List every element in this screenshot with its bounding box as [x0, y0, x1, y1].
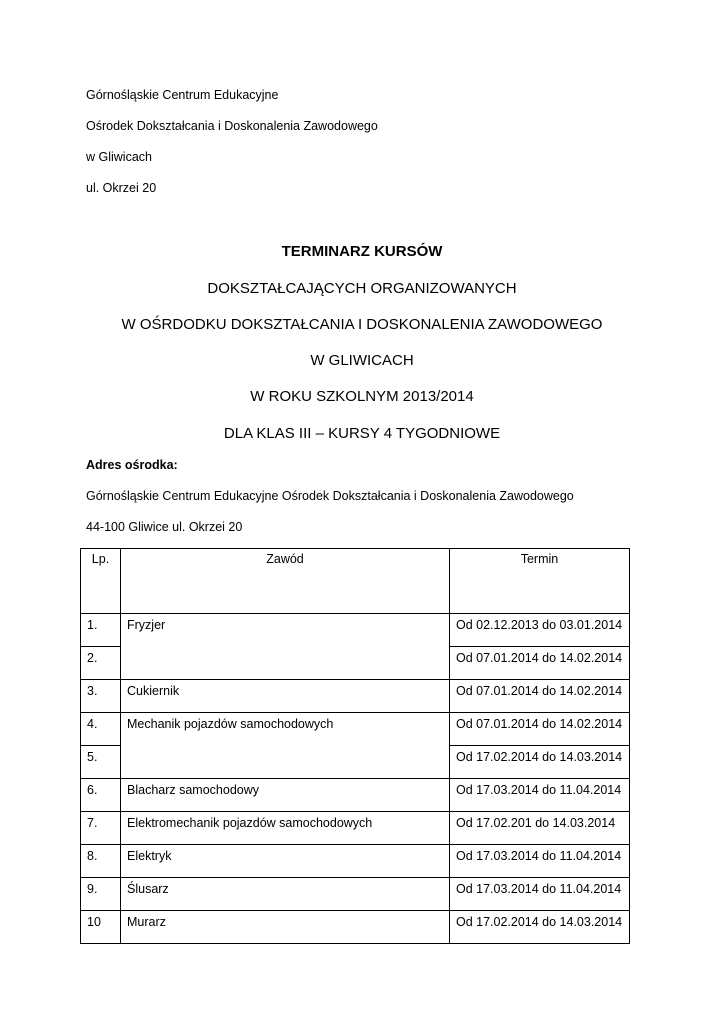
- row-termin: Od 17.02.201 do 14.03.2014: [450, 812, 630, 845]
- row-termin: Od 17.02.2014 do 14.03.2014: [450, 746, 630, 779]
- row-termin: Od 02.12.2013 do 03.01.2014: [450, 614, 630, 647]
- row-zawod: Cukiernik: [121, 680, 450, 713]
- table-row: [81, 713, 630, 746]
- row-termin: Od 17.02.2014 do 14.03.2014: [450, 911, 630, 944]
- table-row: [81, 845, 630, 878]
- address-label: Adres ośrodka:: [86, 458, 178, 472]
- row-lp: 7.: [81, 812, 121, 845]
- row-termin: Od 07.01.2014 do 14.02.2014: [450, 647, 630, 680]
- row-lp: 3.: [81, 680, 121, 713]
- title-line-6: DLA KLAS III – KURSY 4 TYGODNIOWE: [223, 425, 501, 442]
- header-lp: Lp.: [81, 549, 121, 614]
- table-row: [81, 779, 630, 812]
- header-institution: Górnośląskie Centrum Edukacyjne: [86, 88, 279, 102]
- row-lp: 5.: [81, 746, 121, 779]
- header-termin: Termin: [450, 549, 630, 614]
- table-row: [81, 911, 630, 944]
- row-lp: 4.: [81, 713, 121, 746]
- table-row: [81, 614, 630, 647]
- row-lp: 8.: [81, 845, 121, 878]
- course-schedule-table: [80, 548, 630, 944]
- address-line-1: Górnośląskie Centrum Edukacyjne Ośrodek Dokształcania i Doskonalenia Zawodowego: [86, 489, 574, 503]
- header-street: ul. Okrzei 20: [86, 181, 157, 195]
- table-row: [81, 680, 630, 713]
- title-line-5: W ROKU SZKOLNYM 2013/2014: [250, 388, 474, 405]
- title-line-3: W OŚRDODKU DOKSZTAŁCANIA I DOSKONALENIA ZAWODOWEGO: [121, 316, 603, 333]
- document-title: TERMINARZ KURSÓW: [281, 243, 443, 260]
- row-termin: Od 07.01.2014 do 14.02.2014: [450, 680, 630, 713]
- header-city: w Gliwicach: [86, 150, 152, 164]
- row-zawod: Blacharz samochodowy: [121, 779, 450, 812]
- table-row: [81, 878, 630, 911]
- row-lp: 10: [81, 911, 121, 944]
- header-zawod: Zawód: [121, 549, 450, 614]
- header-center: Ośrodek Dokształcania i Doskonalenia Zawodowego: [86, 119, 378, 133]
- row-lp: 6.: [81, 779, 121, 812]
- row-zawod: Ślusarz: [121, 878, 450, 911]
- row-termin: Od 17.03.2014 do 11.04.2014: [450, 845, 630, 878]
- title-line-2: DOKSZTAŁCAJĄCYCH ORGANIZOWANYCH: [207, 280, 517, 297]
- row-termin: Od 17.03.2014 do 11.04.2014: [450, 779, 630, 812]
- row-lp: 1.: [81, 614, 121, 647]
- row-termin: Od 07.01.2014 do 14.02.2014: [450, 713, 630, 746]
- title-line-4: W GLIWICACH: [310, 352, 414, 369]
- table-header-row: [81, 549, 630, 614]
- table-row: [81, 812, 630, 845]
- row-termin: Od 17.03.2014 do 11.04.2014: [450, 878, 630, 911]
- address-line-2: 44-100 Gliwice ul. Okrzei 20: [86, 520, 243, 534]
- row-lp: 2.: [81, 647, 121, 680]
- row-zawod: Fryzjer: [121, 614, 450, 680]
- row-zawod: Elektryk: [121, 845, 450, 878]
- row-lp: 9.: [81, 878, 121, 911]
- row-zawod: Murarz: [121, 911, 450, 944]
- row-zawod: Elektromechanik pojazdów samochodowych: [121, 812, 450, 845]
- row-zawod: Mechanik pojazdów samochodowych: [121, 713, 450, 779]
